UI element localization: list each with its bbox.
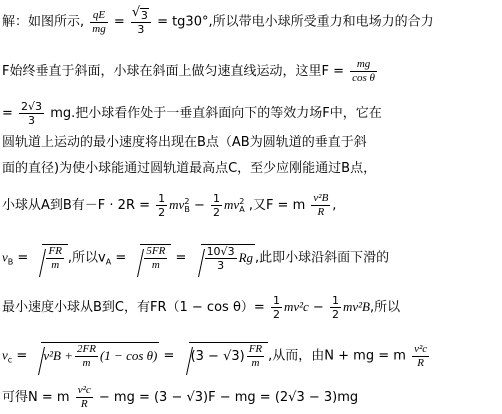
fraction-mg-cos bbox=[350, 58, 377, 85]
fraction-half bbox=[271, 294, 282, 321]
text: 可得N = m bbox=[2, 390, 70, 405]
sub: B bbox=[7, 257, 14, 267]
denominator: m bbox=[144, 258, 167, 272]
term: mv bbox=[169, 197, 185, 212]
line-6 bbox=[2, 192, 336, 219]
sqrt-5fr-m bbox=[140, 244, 171, 272]
sqrt-3: √ 3 bbox=[140, 8, 149, 22]
sqrt-expression bbox=[41, 342, 159, 370]
term: mv²c bbox=[283, 299, 309, 314]
numerator: 10√3 bbox=[206, 245, 235, 258]
text: 面的直径)为使小球能通过圆轨道最高点C，至少应刚能通过B点， bbox=[2, 161, 377, 176]
sub: c bbox=[7, 355, 13, 365]
denominator: R bbox=[311, 205, 330, 219]
numerator: 1 bbox=[272, 294, 280, 307]
var: v bbox=[2, 249, 8, 265]
denominator: R bbox=[76, 397, 93, 411]
fraction-sqrt3-3 bbox=[131, 8, 151, 36]
numerator: v²c bbox=[414, 342, 428, 355]
comma: , bbox=[332, 198, 337, 213]
text: ,所以v bbox=[67, 250, 106, 266]
equals: = bbox=[175, 250, 187, 266]
numerator: 1 bbox=[213, 192, 221, 205]
text: F始终垂直于斜面，小球在斜面上做匀速直线运动，这里F = bbox=[2, 64, 344, 79]
equals: = bbox=[163, 348, 175, 364]
fraction-half-2 bbox=[211, 192, 222, 219]
text: = tg30°,所以带电小球所受重力和电场力的合力 bbox=[157, 14, 434, 30]
denominator: mg bbox=[92, 22, 106, 35]
numerator: qE bbox=[92, 8, 106, 21]
term: (3 − √3) bbox=[190, 349, 245, 364]
equals: = bbox=[115, 250, 127, 266]
fraction-half-2 bbox=[330, 294, 341, 321]
equals: = bbox=[113, 14, 125, 30]
line-8 bbox=[2, 294, 400, 321]
equals: = bbox=[16, 348, 28, 364]
numerator: 1 bbox=[158, 192, 166, 205]
minus: − bbox=[308, 300, 328, 315]
numerator: v²c bbox=[77, 384, 91, 396]
var: v bbox=[2, 347, 8, 363]
equals: = bbox=[17, 250, 29, 266]
line-7 bbox=[2, 244, 389, 272]
term: mv²B bbox=[342, 299, 370, 314]
minus: − bbox=[193, 198, 205, 213]
denominator: m bbox=[46, 258, 63, 272]
fraction-vb2-r bbox=[311, 192, 330, 219]
numerator: 5FR bbox=[146, 245, 166, 257]
text: mg.把小球看作处于一垂直斜面向下的等效力场F中，它在 bbox=[50, 106, 382, 121]
denominator: 2 bbox=[158, 206, 166, 219]
numerator: 2√3 bbox=[21, 100, 43, 113]
sub: B bbox=[184, 204, 190, 214]
denominator: m bbox=[75, 356, 98, 370]
text: ,又F = m bbox=[248, 198, 306, 213]
term: Rg bbox=[238, 250, 254, 265]
term: v²B + bbox=[43, 348, 74, 363]
denominator: 3 bbox=[205, 258, 237, 272]
equals: = bbox=[2, 106, 13, 121]
fraction-half bbox=[156, 192, 167, 219]
denominator: 3 bbox=[131, 22, 151, 36]
fraction-vc2-r bbox=[412, 343, 429, 370]
text: ,所以 bbox=[369, 300, 401, 315]
denominator: R bbox=[412, 356, 429, 370]
line-2 bbox=[2, 58, 379, 85]
fraction-qE-mg bbox=[90, 9, 107, 36]
line-1 bbox=[2, 8, 434, 36]
sqrt-fr-m bbox=[42, 244, 67, 272]
sqrt-10sqrt3-rg bbox=[201, 244, 255, 272]
fraction-2sqrt3-3 bbox=[19, 100, 44, 127]
denominator: 3 bbox=[19, 113, 44, 127]
line-9 bbox=[2, 342, 431, 370]
line-10 bbox=[2, 384, 358, 411]
line-5 bbox=[2, 160, 376, 178]
denominator: 2 bbox=[272, 308, 280, 321]
denominator: 2 bbox=[331, 308, 339, 321]
numerator: v²B bbox=[313, 192, 329, 204]
text: 小球从A到B有－F · 2R = bbox=[2, 198, 151, 213]
numerator: 2FR bbox=[77, 343, 96, 355]
sup: 2 bbox=[239, 196, 245, 206]
denominator: cos θ bbox=[352, 72, 375, 84]
sub: A bbox=[105, 257, 112, 267]
term: mv bbox=[224, 197, 240, 212]
numerator: FR bbox=[248, 343, 263, 355]
sub: A bbox=[239, 204, 245, 214]
sup: 2 bbox=[184, 196, 190, 206]
text: ,从而，由N + mg = m bbox=[268, 348, 406, 364]
text: 圆轨道上运动的最小速度将出现在B点（AB为圆轨道的垂直于斜 bbox=[2, 135, 367, 150]
text: 最小速度小球从B到C，有FR（1 − cos θ）= bbox=[2, 300, 265, 315]
fraction-vc2-r bbox=[76, 384, 93, 411]
text: ,此即小球沿斜面下滑的 bbox=[255, 250, 390, 266]
line-4 bbox=[2, 134, 367, 152]
line-3 bbox=[2, 100, 382, 127]
numerator: 1 bbox=[331, 294, 339, 307]
numerator: mg bbox=[356, 58, 371, 70]
sqrt-result bbox=[189, 342, 269, 370]
text: 解：如图所示, bbox=[2, 14, 85, 30]
denominator: m bbox=[247, 356, 264, 370]
numerator: FR bbox=[48, 245, 62, 257]
denominator: 2 bbox=[213, 206, 221, 219]
term: (1 − cos θ) bbox=[99, 348, 158, 363]
text: − mg = (3 − √3)F − mg = (2√3 − 3)mg bbox=[98, 390, 359, 405]
